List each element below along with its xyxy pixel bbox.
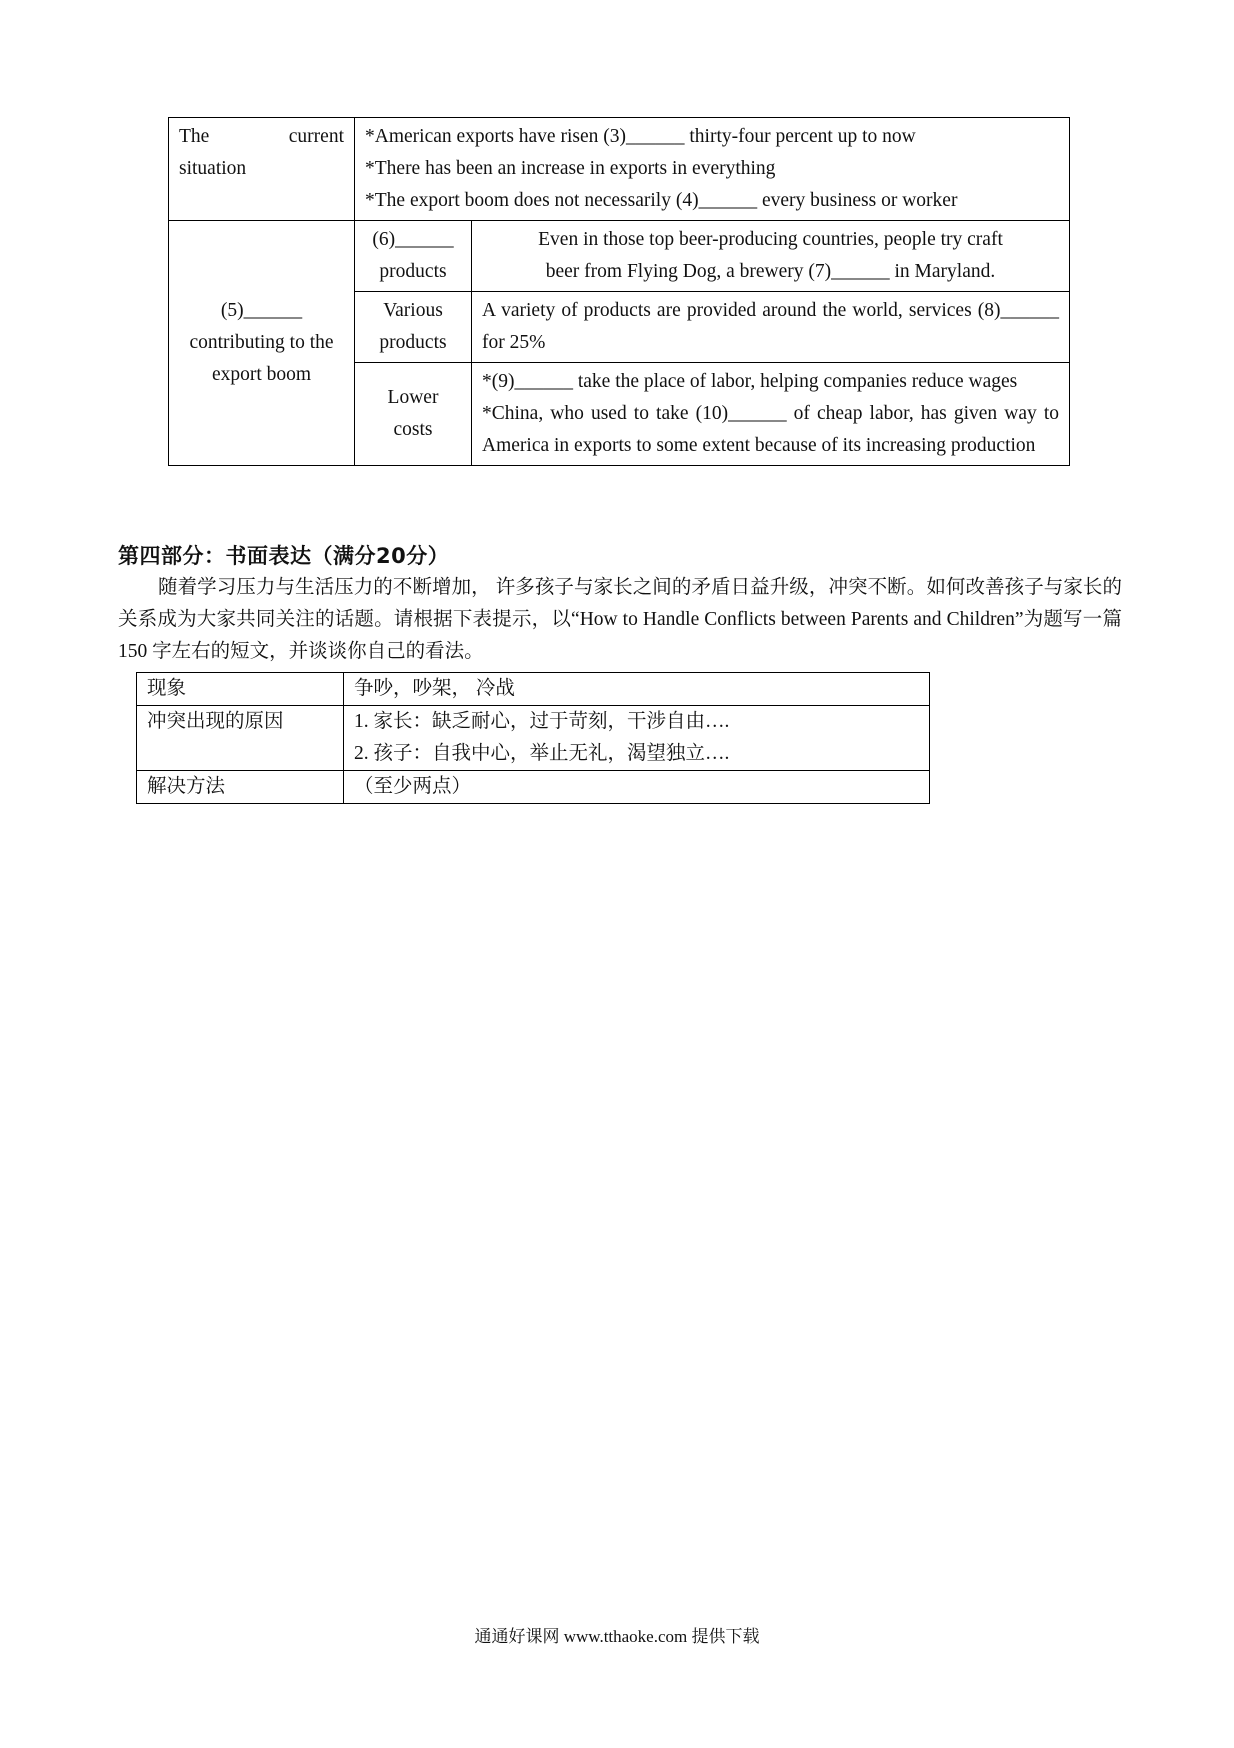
reading-outline-table: [168, 117, 1070, 466]
label-line: products: [379, 332, 447, 353]
factor-label: [355, 292, 472, 363]
factor-label: [355, 221, 472, 292]
table-row: [137, 771, 930, 804]
label-line: Lower: [387, 387, 439, 408]
table-row: [137, 706, 930, 771]
content-line: Even in those top beer-producing countries, people try craft: [538, 229, 1003, 250]
factors-label: [169, 221, 355, 466]
writing-prompt: 随着学习压力与生活压力的不断增加， 许多孩子与家长之间的矛盾日益升级，冲突不断。如何改善孩子与家长的关系成为大家共同关注的话题。请根据下表提示，以“How to Handle Conflicts between Parents and Children”为题写一篇 150 字左右的短文，并谈谈你自己的看法。: [118, 577, 1122, 662]
content-line: *There has been an increase in exports in everything: [365, 158, 776, 179]
factor-content: [472, 363, 1070, 466]
value-line: 2. 孩子：自我中心，举止无礼，渴望独立….: [354, 743, 730, 764]
content-line: beer from Flying Dog, a brewery (7)______ in Maryland.: [545, 261, 996, 282]
label-line: export boom: [211, 364, 312, 385]
current-situation-label: [169, 118, 355, 221]
content-line: *American exports have risen (3)______ thirty-four percent up to now: [365, 126, 916, 147]
row-label: 解决方法: [137, 771, 344, 804]
label-word: situation: [179, 158, 247, 179]
factor-label: [355, 363, 472, 466]
row-label: 冲突出现的原因: [137, 706, 344, 771]
value-line: 争吵，吵架， 冷战: [354, 678, 515, 699]
label-line: (6)______: [372, 229, 454, 250]
label-line: (5)______: [220, 300, 303, 321]
table-row: [169, 118, 1070, 221]
value-line: （至少两点）: [354, 776, 472, 797]
factor-content: [472, 292, 1070, 363]
section-heading: 第四部分：书面表达（满分20分）: [118, 544, 450, 568]
table-row: [137, 673, 930, 706]
table-row: [169, 221, 1070, 292]
content-line: A variety of products are provided around the world, services (8)______ for 25%: [482, 300, 1059, 353]
label-line: contributing to the: [189, 332, 334, 353]
row-label: 现象: [137, 673, 344, 706]
label-line: products: [379, 261, 447, 282]
row-value: [344, 673, 930, 706]
label-word: The: [179, 126, 210, 147]
row-value: [344, 706, 930, 771]
value-line: 1. 家长：缺乏耐心，过于苛刻，干涉自由….: [354, 711, 730, 732]
current-situation-content: [355, 118, 1070, 221]
label-line: costs: [393, 419, 433, 440]
label-line: Various: [383, 300, 443, 321]
row-value: [344, 771, 930, 804]
content-line: *China, who used to take (10)______ of cheap labor, has given way to America in exports to some extent because of its increasing production: [482, 403, 1059, 456]
content-line: *(9)______ take the place of labor, helping companies reduce wages: [482, 371, 1018, 392]
writing-hints-table: [136, 672, 930, 804]
content-line: *The export boom does not necessarily (4)______ every business or worker: [365, 190, 958, 211]
label-word: current: [288, 126, 344, 147]
page-footer: 通通好课网 www.tthaoke.com 提供下载: [474, 1627, 760, 1646]
factor-content: [472, 221, 1070, 292]
